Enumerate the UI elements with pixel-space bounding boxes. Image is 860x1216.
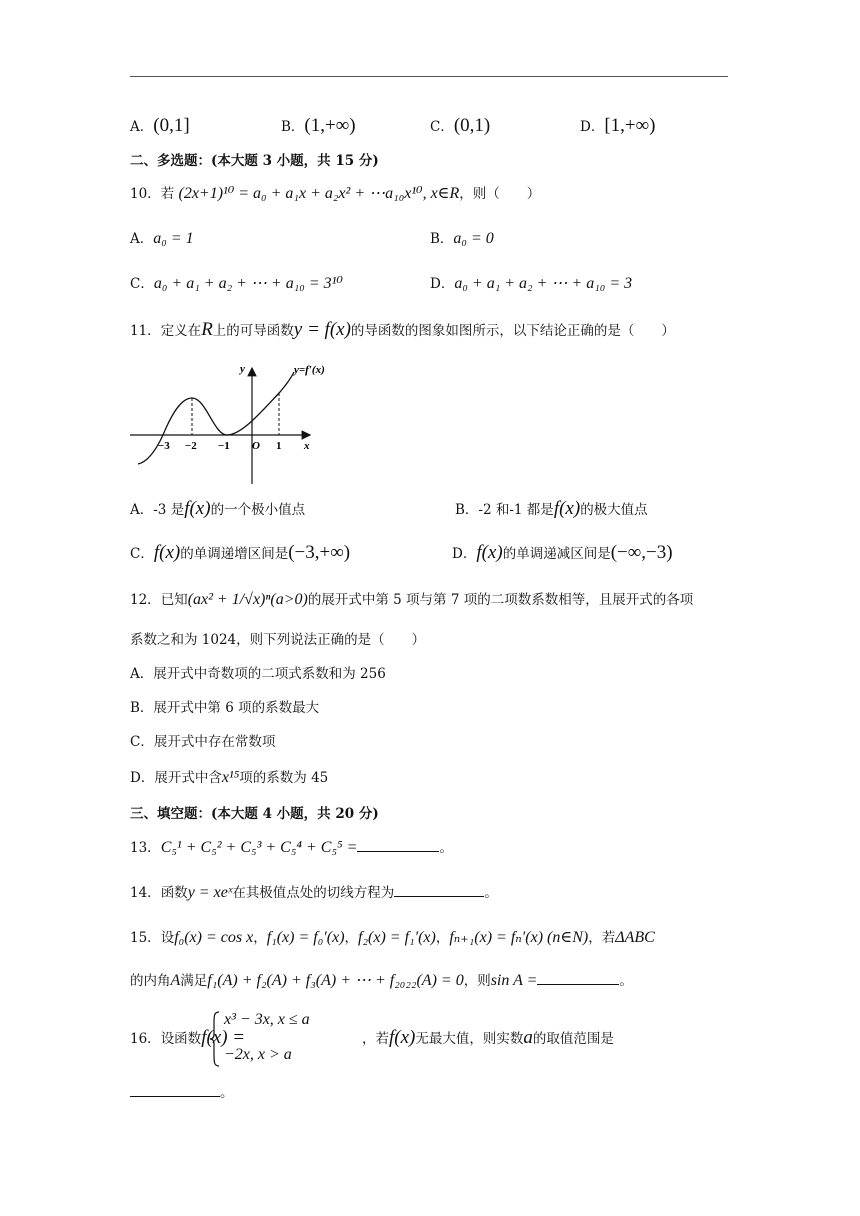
q11-option-c: C．f(x)的单调递增区间是(−3,+∞) xyxy=(130,542,351,563)
question-12-line-2: 系数之和为 1024，则下列说法正确的是（ ） xyxy=(130,632,426,648)
piecewise-case-2: −2x, x > a xyxy=(224,1046,292,1063)
q12-option-d: D．展开式中含x¹⁵项的系数为 45 xyxy=(130,769,329,786)
q10-option-c: C．a₀ + a₁ + a₂ + ⋯ + a₁₀ = 3¹⁰ xyxy=(130,275,343,292)
question-16: 16．设函数f(x) = xyxy=(130,1027,246,1048)
q9-option-d: D．[1,+∞) xyxy=(580,115,656,136)
question-10: 10．若 (2x+1)¹⁰ = a₀ + a₁x + a₂x² + ⋯a₁₀x¹⁰, x∈R，则（ ） xyxy=(130,185,541,202)
tick-minus-2: −2 xyxy=(185,440,197,452)
q9-option-a: A．(0,1] xyxy=(130,115,190,136)
origin-label: O xyxy=(252,440,260,452)
question-16-line-2: 。 xyxy=(130,1083,234,1103)
q13-answer-blank[interactable] xyxy=(357,839,439,852)
piecewise-case-1: x³ − 3x, x ≤ a xyxy=(224,1011,310,1028)
q12-expression: (ax² + 1/√x)ⁿ(a>0) xyxy=(187,591,308,608)
q11-option-b: B．-2 和-1 都是f(x)的极大值点 xyxy=(455,498,648,519)
question-16-condition: ，若f(x)无最大值，则实数a的取值范围是 xyxy=(362,1027,614,1048)
q10-expression: (2x+1)¹⁰ = a₀ + a₁x + a₂x² + ⋯a₁₀x¹⁰, x∈R xyxy=(178,185,460,202)
question-14: 14．函数y = xeˣ在其极值点处的切线方程为 。 xyxy=(130,884,498,901)
q16-answer-blank[interactable] xyxy=(130,1084,220,1097)
q10-option-b: B．a₀ = 0 xyxy=(430,230,494,247)
tick-minus-1: −1 xyxy=(218,440,230,452)
question-15: 15．设f₀(x) = cos x，f₁(x) = f₀′(x)，f₂(x) = f₁′(x)，fₙ₊₁(x) = fₙ′(x) (n∈N)，若ΔABC xyxy=(130,929,655,946)
piecewise-brace xyxy=(209,1010,221,1072)
section-3-title: 三、填空题：(本大题 4 小题，共 20 分) xyxy=(130,806,379,822)
q11-option-a: A．-3 是f(x)的一个极小值点 xyxy=(130,498,306,519)
q12-option-b: B．展开式中第 6 项的系数最大 xyxy=(130,700,320,716)
derivative-graph xyxy=(128,360,328,492)
question-12: 12．已知(ax² + 1/√x)ⁿ(a>0)的展开式中第 5 项与第 7 项的二项数系数相等，且展开式的各项 xyxy=(130,591,694,608)
tick-minus-3: −3 xyxy=(158,440,170,452)
q10-option-a: A．a₀ = 1 xyxy=(130,230,194,247)
x-axis-label: x xyxy=(304,440,310,452)
q15-answer-blank[interactable] xyxy=(537,972,619,985)
tick-1: 1 xyxy=(276,440,282,452)
y-axis-label: y xyxy=(240,363,245,375)
section-2-title: 二、多选题：(本大题 3 小题，共 15 分) xyxy=(130,153,379,169)
q9-option-b: B．(1,+∞) xyxy=(281,115,356,136)
q9-option-c: C．(0,1) xyxy=(430,115,491,136)
q10-option-d: D．a₀ + a₁ + a₂ + ⋯ + a₁₀ = 3 xyxy=(430,275,633,292)
curve-label: y=f′(x) xyxy=(294,364,325,376)
q12-option-c: C．展开式中存在常数项 xyxy=(130,734,276,750)
q12-option-a: A．展开式中奇数项的二项式系数和为 256 xyxy=(130,666,386,682)
header-rule xyxy=(130,76,728,77)
question-13: 13．C₅¹ + C₅² + C₅³ + C₅⁴ + C₅⁵ = 。 xyxy=(130,839,453,856)
q14-answer-blank[interactable] xyxy=(394,884,484,897)
question-15-line-2: 的内角A满足f₁(A) + f₂(A) + f₃(A) + ⋯ + f₂₀₂₂(A) = 0，则sin A = 。 xyxy=(130,972,633,989)
q11-option-d: D．f(x)的单调递减区间是(−∞,−3) xyxy=(452,542,673,563)
question-11: 11．定义在R上的可导函数y = f(x)的导函数的图象如图所示，以下结论正确的是（ ） xyxy=(130,319,675,340)
